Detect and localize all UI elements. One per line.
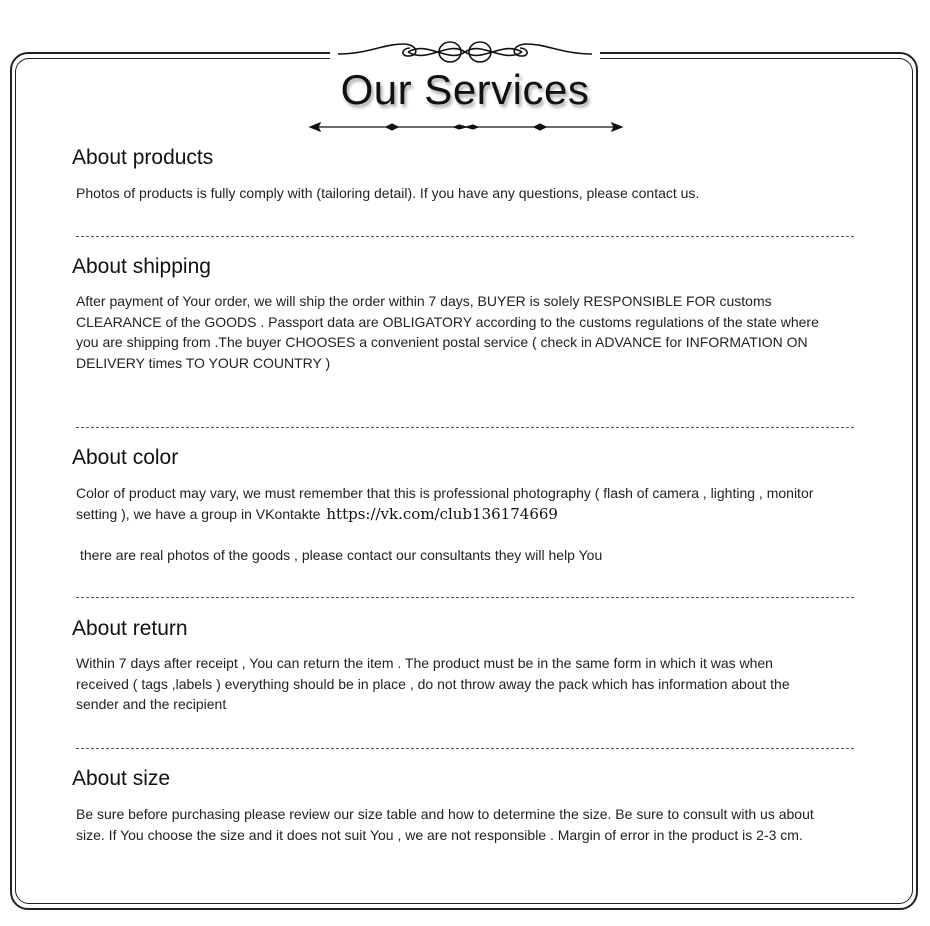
text-line: received ( tags ,labels ) everything should be in place , do not throw away the pack which has information about the [76, 675, 790, 692]
text-line: Within 7 days after receipt , You can return the item . The product must be in the same form in which it was when [76, 655, 773, 671]
text-line-part: setting ), we have a group in VKontakte [76, 505, 321, 522]
text-line: size. If You choose the size and it does not suit You , we are not responsible . Margin of error in the product is 2-3 cm. [76, 826, 803, 843]
text-line: CLEARANCE of the GOODS . Passport data are OBLIGATORY according to the customs regulations of the state where [76, 313, 819, 330]
dashed-divider [76, 748, 854, 749]
section-text-color [76, 483, 876, 524]
text-line: you are shipping from .The buyer CHOOSES a convenient postal service ( check in ADVANCE for INFORMATION ON [76, 334, 808, 350]
dashed-divider [76, 597, 854, 598]
section-heading-products: About products [72, 146, 214, 169]
section-heading-return: About return [72, 617, 188, 640]
section-text-shipping [76, 291, 876, 373]
dashed-divider [76, 427, 854, 428]
dashed-divider [76, 236, 854, 237]
flourish-ornament-top [338, 34, 592, 70]
section-heading-shipping: About shipping [72, 255, 211, 278]
text-line: Be sure before purchasing please review our size table and how to determine the size. Be sure to consult with us about [76, 806, 814, 822]
section-text-products: Photos of products is fully comply with (tailoring detail). If you have any questions, please contact us. [76, 185, 700, 201]
text-line: After payment of Your order, we will ship the order within 7 days, BUYER is solely RESPONSIBLE FOR customs [76, 293, 772, 309]
text-line: sender and the recipient [76, 696, 227, 712]
page-title: Our Services [340, 66, 590, 113]
vkontakte-link[interactable]: https://vk.com/club136174669 [326, 504, 558, 523]
text-line: DELIVERY times TO YOUR COUNTRY ) [76, 354, 331, 371]
text-line [76, 504, 876, 525]
section-heading-size: About size [72, 767, 171, 790]
section-text-color-extra: there are real photos of the goods , please contact our consultants they will help You [80, 547, 603, 563]
section-heading-color: About color [72, 446, 179, 469]
text-line: Color of product may vary, we must remember that this is professional photography ( flash of camera , lighting , monitor [76, 485, 814, 501]
section-text-return [76, 653, 876, 715]
divider-ornament-bottom [308, 118, 624, 136]
section-text-size [76, 804, 876, 845]
